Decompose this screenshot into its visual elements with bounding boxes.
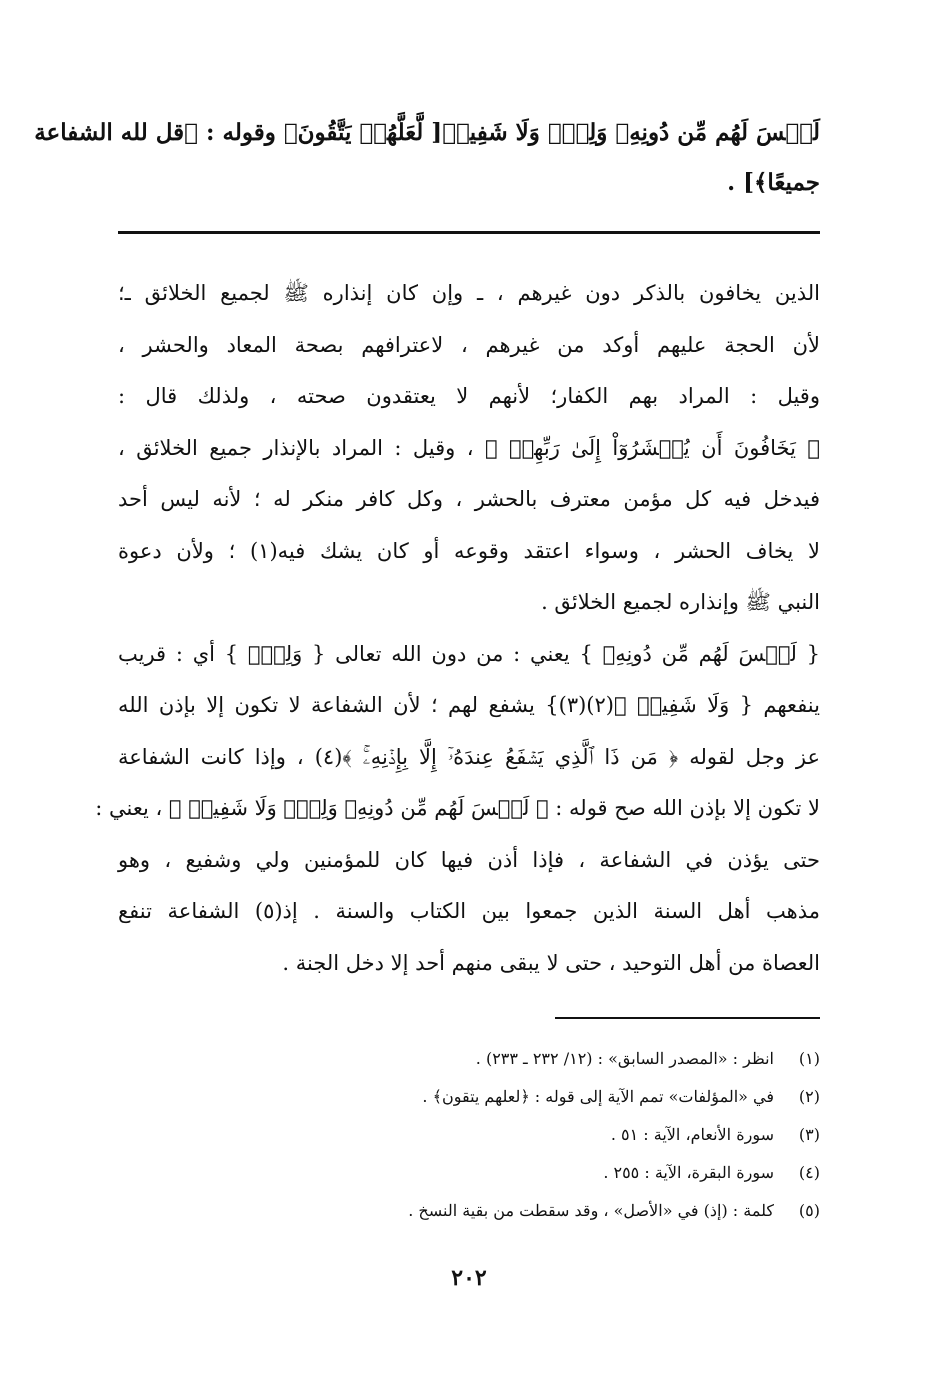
footnote-item bbox=[118, 1154, 820, 1192]
footnote-number: (١) bbox=[798, 1049, 820, 1068]
verse-header bbox=[34, 108, 820, 208]
header-separator-rule bbox=[118, 231, 820, 234]
header-line-1: لَيۡسَ لَهُم مِّن دُونِهِۦ وَلِيّٞ وَلَا شَفِيعٞ[ لَّعَلَّهُمۡ يَتَّقُونَ﴾ وقوله : ﴿قل لله الشفاعة bbox=[34, 119, 820, 146]
page-number: ٢٠٢ bbox=[451, 1265, 487, 1291]
body-line: فيدخل فيه كل مؤمن معترف بالحشر ، وكل كافر منكر له ؛ لأنه ليس أحد bbox=[118, 487, 820, 511]
footnote-number: (٥) bbox=[798, 1201, 820, 1220]
footnote-separator-rule bbox=[555, 1017, 820, 1019]
body-line: لأن الحجة عليهم أوكد من غيرهم ، لاعترافهم بصحة المعاد والحشر ، bbox=[118, 332, 820, 357]
commentary-text bbox=[95, 268, 820, 989]
body-line: لا يخاف الحشر ، وسواء اعتقد وقوعه أو كان يشك فيه(١) ؛ ولأن دعوة bbox=[118, 538, 820, 563]
body-line: وقيل : المراد بهم الكفار؛ لأنهم لا يعتقدون صحته ، ولذلك قال : bbox=[118, 384, 820, 408]
body-line: ينفعهم { وَلَا شَفِيعٞ ﴾(٢)(٣)} يشفع لهم ؛ لأن الشفاعة لا تكون إلا بإذن الله bbox=[118, 693, 820, 717]
footnote-text: سورة البقرة، الآية : ٢٥٥ . bbox=[603, 1163, 774, 1182]
header-line-2: جميعًا﴾] . bbox=[727, 169, 820, 196]
footnote-item bbox=[118, 1040, 820, 1078]
footnote-item bbox=[118, 1116, 820, 1154]
footnote-item bbox=[118, 1192, 820, 1230]
footnote-text: سورة الأنعام، الآية : ٥١ . bbox=[610, 1125, 774, 1144]
footnote-number: (٢) bbox=[798, 1087, 820, 1106]
footnote-text: في «المؤلفات» تمم الآية إلى قوله : ﴿لعلهم يتقون﴾ . bbox=[422, 1087, 774, 1106]
body-line: حتى يؤذن في الشفاعة ، فإذا أذن فيها كان للمؤمنين ولي وشفيع ، وهو bbox=[118, 847, 820, 872]
body-line: مذهب أهل السنة الذين جمعوا بين الكتاب والسنة . إذ(٥) الشفاعة تنفع bbox=[118, 899, 820, 923]
footnote-text: انظر : «المصدر السابق» : (١٢/ ٢٣٢ ـ ٢٣٣) . bbox=[475, 1049, 774, 1068]
footnote-text: كلمة : (إذ) في «الأصل» ، وقد سقطت من بقية النسخ . bbox=[408, 1201, 774, 1220]
body-line: لا تكون إلا بإذن الله صح قوله : ﴿ لَيۡسَ لَهُم مِّن دُونِهِۦ وَلِيّٞ وَلَا شَفِيعٞ ﴾ ، يعني : bbox=[95, 796, 820, 820]
footnote-number: (٣) bbox=[798, 1125, 820, 1144]
body-line: الذين يخافون بالذكر دون غيرهم ، ـ وإن كان إنذاره ﷺ لجميع الخلائق ـ؛ bbox=[118, 281, 820, 305]
footnote-item bbox=[118, 1078, 820, 1116]
body-line: عز وجل لقوله ﴿ مَن ذَا ٱلَّذِي يَشۡفَعُ عِندَهُۥٓ إِلَّا بِإِذۡنِهِۦۚ ﴾(٤) ، وإذا كانت الشفاعة bbox=[118, 744, 820, 769]
body-line: { لَيۡسَ لَهُم مِّن دُونِهِۦ } يعني : من دون الله تعالى { وَلِيّٞ } أي : قريب bbox=[118, 641, 820, 666]
footnotes bbox=[118, 1040, 820, 1230]
body-line: ﴿ يَخَافُونَ أَن يُحۡشَرُوٓاْ إِلَىٰ رَبِّهِمۡ ﴾ ، وقيل : المراد بالإنذار جميع الخلائق ، bbox=[118, 435, 820, 460]
body-line: العصاة من أهل التوحيد ، حتى لا يبقى منهم أحد إلا دخل الجنة . bbox=[282, 950, 820, 975]
body-line: النبي ﷺ وإنذاره لجميع الخلائق . bbox=[541, 590, 820, 614]
footnote-number: (٤) bbox=[798, 1163, 820, 1182]
